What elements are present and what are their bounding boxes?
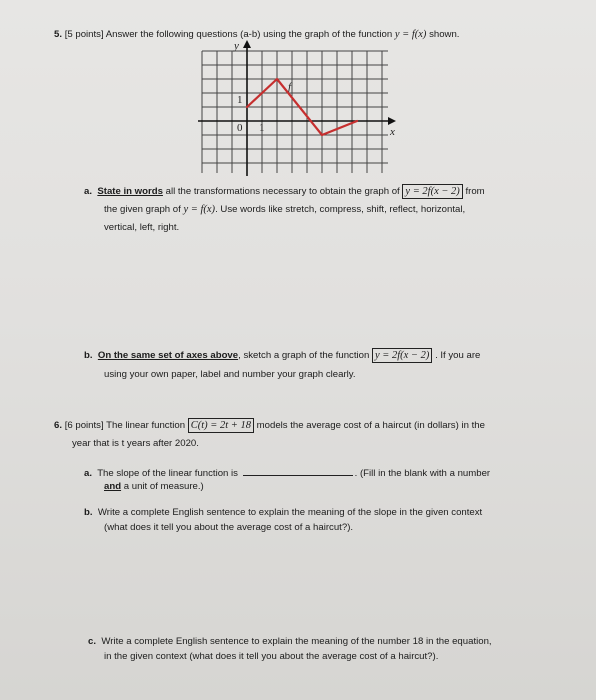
function-graph (190, 38, 410, 178)
q6a-line2-text: a unit of measure.) (123, 481, 204, 492)
y-axis-label: y (234, 40, 239, 52)
q6b-line2: (what does it tell you about the average cost of a haircut?). (104, 522, 354, 533)
q6-points: [6 points] (64, 420, 104, 431)
q6-number: 6. (54, 420, 63, 431)
tick-zero: 0 (237, 122, 243, 134)
q6b-line1 (84, 506, 482, 520)
q5b-expr-box: y = 2f(x − 2) (372, 348, 432, 363)
q6a-lead2: and (104, 481, 122, 492)
q6b-line1-text: Write a complete English sentence to explain the meaning of the slope in the given context (97, 507, 483, 518)
q6c-line1 (88, 635, 492, 649)
q5b-text2: . If you are (435, 350, 481, 361)
q5b-line2: using your own paper, label and number your graph clearly. (104, 369, 356, 380)
q5a-line2 (104, 203, 465, 217)
q6-expr-box: C(t) = 2t + 18 (188, 418, 254, 433)
q5b-line1 (84, 348, 480, 363)
y-axis-arrow-icon (243, 40, 251, 48)
q5b-lead: On the same set of axes above (97, 350, 239, 361)
tick-one-y: 1 (237, 94, 243, 106)
q5-function-expr: y = f(x) (394, 29, 427, 40)
q6-text2: models the average cost of a haircut (in dollars) in the (256, 420, 485, 431)
q5-prompt: Answer the following questions (a-b) using the graph of the function (105, 29, 393, 40)
curve-label: f (288, 81, 292, 93)
q6-text1: The linear function (106, 420, 186, 431)
graph-grid (202, 51, 388, 173)
q5a-text2: from (465, 186, 485, 197)
tick-one-x: 1 (259, 122, 265, 134)
q5a-line3: vertical, left, right. (104, 222, 180, 233)
slope-answer-blank[interactable] (243, 465, 353, 476)
q6-line1 (54, 418, 485, 433)
q5-number: 5. (54, 29, 63, 40)
q5a-line2a: the given graph of (104, 204, 181, 215)
q5a-line2b: . Use words like stretch, compress, shift, reflect, horizontal, (215, 204, 466, 215)
q5a-line1 (84, 184, 485, 199)
q5a-expr-box: y = 2f(x − 2) (402, 184, 462, 199)
q6a-letter: a. (84, 468, 93, 479)
q6a-line2 (104, 480, 204, 494)
q5b-text1: , sketch a graph of the function (238, 350, 370, 361)
q5b-letter: b. (84, 350, 93, 361)
q5a-letter: a. (84, 186, 93, 197)
x-axis-label: x (390, 126, 395, 138)
q5-points: [5 points] (64, 29, 104, 40)
q6c-line2: in the given context (what does it tell you about the average cost of a haircut?). (104, 651, 439, 662)
q6b-letter: b. (84, 507, 93, 518)
q5a-line2-expr: y = f(x) (183, 204, 216, 215)
q5a-lead: State in words (97, 186, 163, 197)
q6c-line1-text: Write a complete English sentence to explain the meaning of the number 18 in the equation, (101, 636, 492, 647)
q6a-text2: . (Fill in the blank with a number (354, 468, 491, 479)
q6a-line1 (84, 465, 490, 481)
x-axis-arrow-icon (388, 117, 396, 125)
q6-line2: year that is t years after 2020. (72, 438, 199, 449)
q6a-text1: The slope of the linear function is (97, 468, 238, 479)
q6c-letter: c. (88, 636, 97, 647)
q5-prompt-end: shown. (429, 29, 460, 40)
q5a-text1: all the transformations necessary to obtain the graph of (165, 186, 400, 197)
